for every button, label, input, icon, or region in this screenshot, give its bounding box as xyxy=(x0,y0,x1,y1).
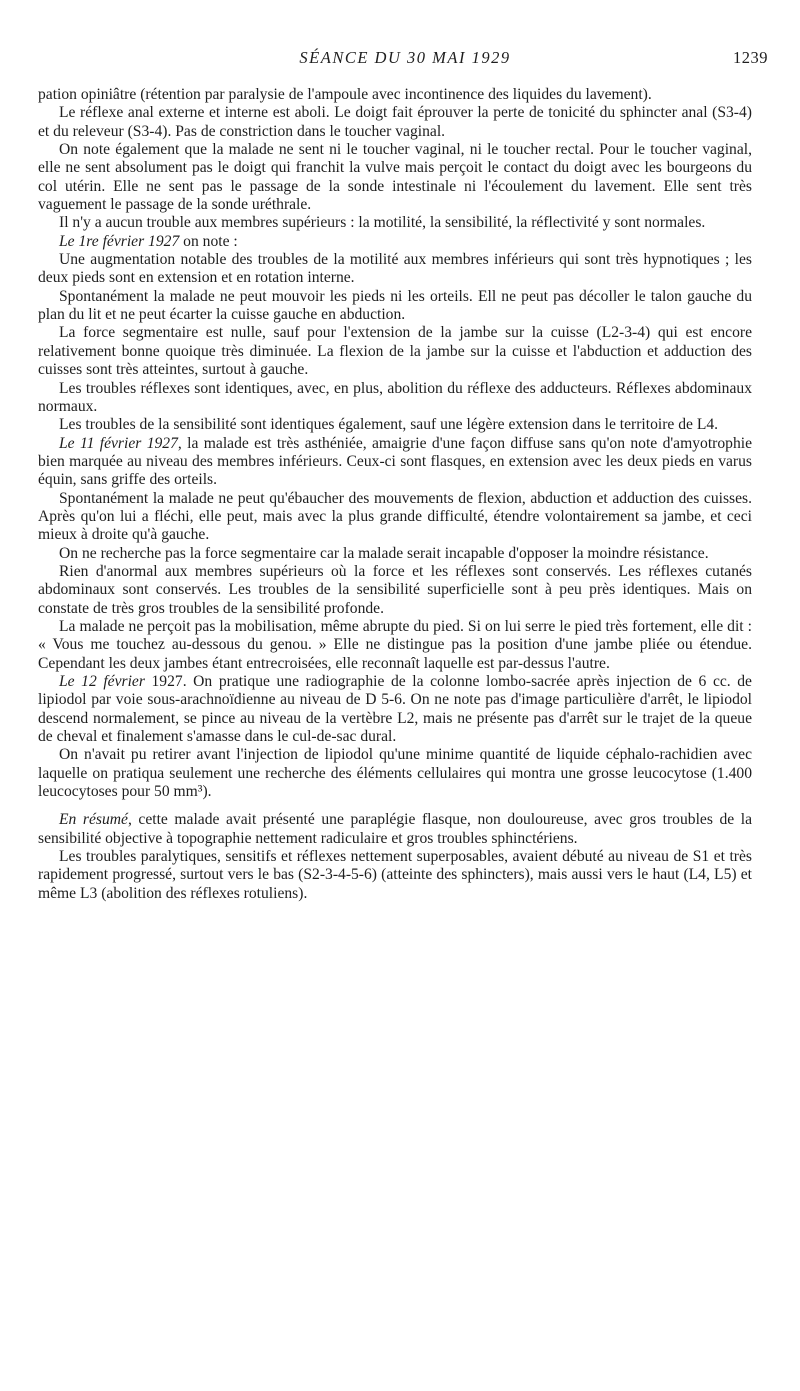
paragraph: Spontanément la malade ne peut qu'ébaucher des mouvements de flexion, abduction et adduction des cuisses. Après qu'on lui a fléchi, elle peut, mais avec la plus grande difficulté, étendre volontairement sa jambe, et ceci mieux à droite qu'à gauche. xyxy=(38,489,752,544)
paragraph: On ne recherche pas la force segmentaire car la malade serait incapable d'opposer la moindre résistance. xyxy=(59,544,709,562)
summary-label: En résumé xyxy=(59,811,128,829)
dated-paragraph: Le 1re février 1927 on note : xyxy=(59,232,238,250)
dated-paragraph: En résumé, cette malade avait présenté une paraplégie flasque, non douloureuse, avec gros troubles de la sensibilité objective à topographie nettement radiculaire et gros troubles sphinctériens. xyxy=(38,811,752,847)
running-title: SÉANCE DU 30 MAI 1929 xyxy=(299,48,511,67)
paragraph: On n'avait pu retirer avant l'injection de lipiodol qu'une minime quantité de liquide céphalo-rachidien avec laquelle on pratiqua seulement une recherche des éléments cellulaires qui montra une grosse leucocytose (1.400 leucocytoses pour 50 mm³). xyxy=(38,746,752,801)
date-label: Le 11 février 1927 xyxy=(59,434,178,452)
paragraph: Il n'y a aucun trouble aux membres supérieurs : la motilité, la sensibilité, la réflectivité y sont normales. xyxy=(59,214,706,232)
paragraph: pation opiniâtre (rétention par paralysie de l'ampoule avec incontinence des liquides du lavement). xyxy=(38,86,652,103)
paragraph: On note également que la malade ne sent ni le toucher vaginal, ni le toucher rectal. Pour le toucher vaginal, elle ne sent absolument pas le doigt qui franchit la vulve mais perçoit le contact du doigt avec les bourgeons du col utérin. Elle ne sent pas le passage de la sonde intestinale ni l'écoulement du lavement. Elle sent très vaguement le passage de la sonde uréthrale. xyxy=(38,141,752,214)
page-header xyxy=(40,48,770,72)
paragraph: Les troubles de la sensibilité sont identiques également, sauf une légère extension dans le territoire de L4. xyxy=(59,416,719,434)
paragraph: Spontanément la malade ne peut mouvoir les pieds ni les orteils. Ell ne peut pas décoller le talon gauche du plan du lit et ne peut écarter la cuisse gauche en abduction. xyxy=(38,287,752,324)
dated-paragraph: Le 11 février 1927, la malade est très asthéniée, amaigrie d'une façon diffuse sans qu'on note d'amyotrophie bien marquée au niveau des membres inférieurs. Ceux-ci sont flasques, en extension avec les deux pieds en varus équin, sans griffe des orteils. xyxy=(38,434,752,489)
date-label: Le 12 février xyxy=(59,673,145,690)
paragraph: Les troubles réflexes sont identiques, avec, en plus, abolition du réflexe des adducteurs. Réflexes abdominaux normaux. xyxy=(38,379,752,415)
date-label: Le 1re février 1927 xyxy=(59,232,180,250)
body-text xyxy=(38,86,752,903)
paragraph: La malade ne perçoit pas la mobilisation, même abrupte du pied. Si on lui serre le pied très fortement, elle dit : « Vous me touchez au-dessous du genou. » Elle ne distingue pas la position d'une jambe pliée ou étendue. Cependant les deux jambes étant entrecroisées, elle reconnaît laquelle est par-dessus l'autre. xyxy=(38,617,752,672)
paragraph: Les troubles paralytiques, sensitifs et réflexes nettement superposables, avaient débuté au niveau de S1 et très rapidement progressé, surtout vers le bas (S2-3-4-5-6) (atteinte des sphincters), mais aussi vers le haut (L4, L5) et même L3 (abolition des réflexes rotuliens). xyxy=(38,848,752,902)
paragraph: Rien d'anormal aux membres supérieurs où la force et les réflexes sont conservés. Les réflexes cutanés abdominaux sont conservés. Les troubles de la sensibilité superficielle sont à peu près identiques. Mais on constate de très gros troubles de la sensibilité profonde. xyxy=(38,562,752,617)
page-number: 1239 xyxy=(733,48,768,67)
paragraph: La force segmentaire est nulle, sauf pour l'extension de la jambe sur la cuisse (L2-3-4) qui est encore relativement bonne quoique très diminuée. La flexion de la jambe sur la cuisse et l'abduction et adduction des cuisses sont très atteintes, surtout à gauche. xyxy=(38,324,752,379)
paragraph: Le réflexe anal externe et interne est aboli. Le doigt fait éprouver la perte de tonicité du sphincter anal (S3-4) et du releveur (S3-4). Pas de constriction dans le toucher vaginal. xyxy=(38,104,752,140)
paragraph: Une augmentation notable des troubles de la motilité aux membres inférieurs qui sont très hypnotiques ; les deux pieds sont en extension et en rotation interne. xyxy=(38,251,752,287)
dated-paragraph: Le 12 février 1927. On pratique une radiographie de la colonne lombo-sacrée après injection de 6 cc. de lipiodol par voie sous-arachnoïdienne au niveau de D 5-6. On ne note pas d'image particulière d'arrêt, le lipiodol descend normalement, se pince au niveau de la vertèbre L2, mais ne présente pas d'arrêt sur le trajet de la queue de cheval et finalement s'amasse dans le cul-de-sac dural. xyxy=(38,673,752,746)
